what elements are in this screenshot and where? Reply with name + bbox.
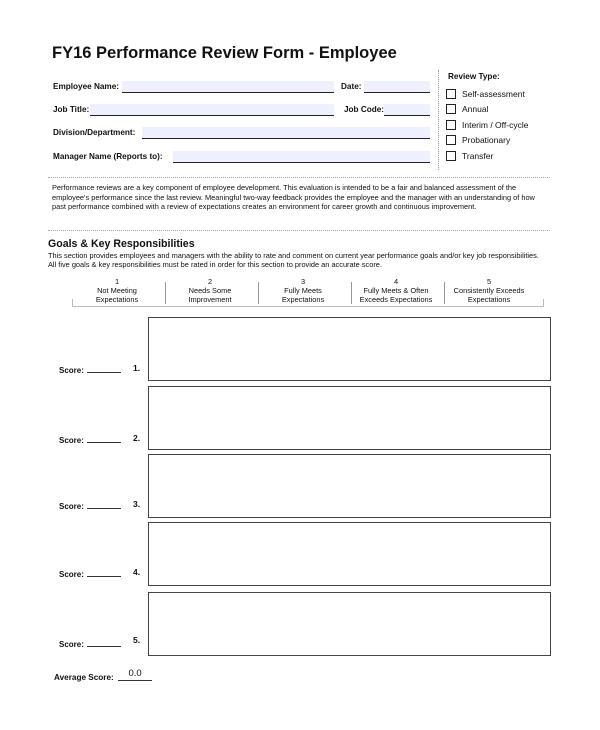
average-score-value: 0.0 <box>118 668 152 681</box>
division-field[interactable] <box>142 127 430 139</box>
division-label: Division/Department: <box>53 128 136 137</box>
employee-name-label: Employee Name: <box>53 82 119 91</box>
review-type-title: Review Type: <box>448 72 500 81</box>
score-field[interactable] <box>87 638 121 647</box>
manager-name-label: Manager Name (Reports to): <box>53 152 163 161</box>
goals-section-description: This section provides employees and managers with the ability to rate and comment on current year performance goals and/or key job responsibilities. All five goals & key responsibilities must be rated in order for this section to provide an accurate score. <box>48 251 539 270</box>
intro-text: Performance reviews are a key component of employee development. This evaluation is intended to be a fair and balanced assessment of the employee's performance since the last review. Meaningful two-way feedback provides the employee and the manager with an understanding of how past performance combined with a review of expectations creates an environment for career growth and continuous improvement. <box>52 183 535 212</box>
goal-row-5 <box>0 592 600 658</box>
goal-number: 2. <box>133 433 141 443</box>
scale-level-2: 2 Needs Some Improvement <box>188 277 232 304</box>
goal-number: 3. <box>133 499 141 509</box>
divider <box>48 230 550 231</box>
goal-number: 1. <box>133 363 141 373</box>
review-type-annual[interactable]: Annual <box>446 103 488 114</box>
score-field[interactable] <box>87 500 121 509</box>
review-type-transfer[interactable]: Transfer <box>446 150 493 161</box>
review-type-probationary[interactable]: Probationary <box>446 134 510 145</box>
checkbox[interactable] <box>446 120 456 130</box>
checkbox[interactable] <box>446 89 456 99</box>
checkbox[interactable] <box>446 104 456 114</box>
checkbox[interactable] <box>446 151 456 161</box>
goal-number: 5. <box>133 635 141 645</box>
score-label: Score: <box>59 638 121 649</box>
score-label: Score: <box>59 500 121 511</box>
scale-level-5: 5 Consistently Exceeds Expectations <box>453 277 525 304</box>
score-field[interactable] <box>87 364 121 373</box>
goal-text-box[interactable] <box>148 592 551 656</box>
average-score: Average Score: 0.0 <box>54 672 152 685</box>
goal-text-box[interactable] <box>148 454 551 518</box>
goal-row-3 <box>0 454 600 520</box>
scale-level-1: 1 Not Meeting Expectations <box>95 277 139 304</box>
goal-text-box[interactable] <box>148 522 551 586</box>
goal-row-2 <box>0 386 600 452</box>
goals-section-title: Goals & Key Responsibilities <box>48 238 195 250</box>
goal-text-box[interactable] <box>148 386 551 450</box>
goal-number: 4. <box>133 567 141 577</box>
job-title-label: Job Title: <box>53 105 90 114</box>
employee-name-field[interactable] <box>122 81 334 93</box>
scale-tick <box>543 299 544 307</box>
job-title-field[interactable] <box>90 104 334 116</box>
scale-level-3: 3 Fully Meets Expectations <box>281 277 325 304</box>
score-field[interactable] <box>87 434 121 443</box>
checkbox[interactable] <box>446 135 456 145</box>
date-label: Date: <box>341 82 362 91</box>
rating-scale <box>72 278 544 307</box>
goal-row-4 <box>0 522 600 588</box>
review-type-interim[interactable]: Interim / Off-cycle <box>446 119 528 130</box>
score-label: Score: <box>59 568 121 579</box>
goal-text-box[interactable] <box>148 317 551 381</box>
score-field[interactable] <box>87 568 121 577</box>
date-field[interactable] <box>364 81 430 93</box>
score-label: Score: <box>59 434 121 445</box>
score-label: Score: <box>59 364 121 375</box>
job-code-field[interactable] <box>384 104 430 116</box>
goal-row-1 <box>0 317 600 383</box>
review-type-self-assessment[interactable]: Self-assessment <box>446 88 525 99</box>
divider <box>48 177 550 178</box>
job-code-label: Job Code: <box>344 105 385 114</box>
scale-level-4: 4 Fully Meets & Often Exceeds Expectations <box>359 277 433 304</box>
manager-name-field[interactable] <box>173 151 430 163</box>
header-divider <box>438 70 440 170</box>
form-title: FY16 Performance Review Form - Employee <box>52 44 397 62</box>
